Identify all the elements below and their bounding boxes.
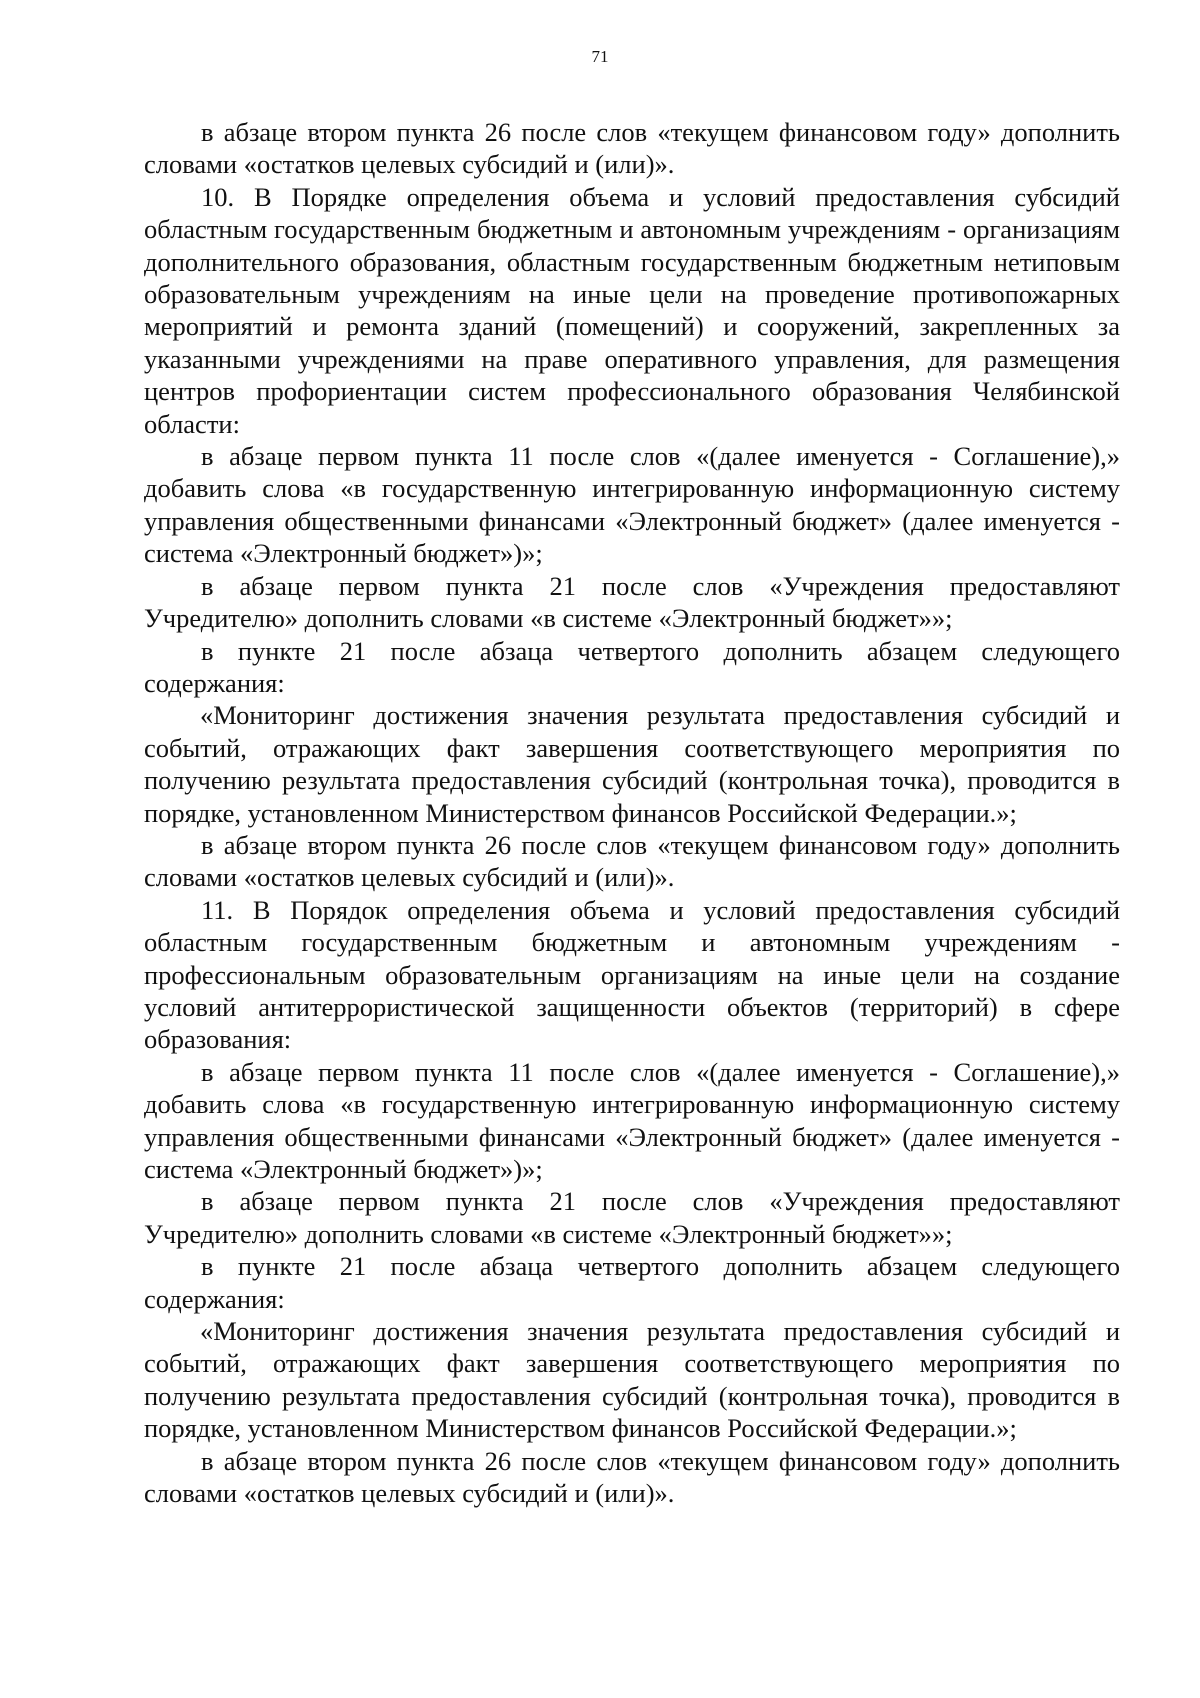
quoted-paragraph: «Мониторинг достижения значения результата предоставления субсидий и событий, отражающих факт завершения соответствующего мероприятия по получению результата предоставления субсидий (контрольная точка), проводится в порядке, установленном Министерством финансов Российской Федерации.»; [144,1316,1120,1444]
amendment-paragraph: в абзаце первом пункта 11 после слов «(далее именуется - Соглашение),» добавить слова «в государственную интегрированную информационную систему управления общественными финансами «Электронный бюджет» (далее именуется - система «Электронный бюджет»)»; [144,1056,1120,1184]
amendment-paragraph: в абзаце втором пункта 26 после слов «текущем финансовом году» дополнить словами «остатков целевых субсидий и (или)». [144,829,1120,893]
amendment-paragraph: в пункте 21 после абзаца четвертого дополнить абзацем следующего содержания: [144,635,1120,698]
amendment-paragraph: в пункте 21 после абзаца четвертого дополнить абзацем следующего содержания: [144,1251,1120,1314]
amendment-paragraph: в абзаце втором пункта 26 после слов «текущем финансовом году» дополнить словами «остатков целевых субсидий и (или)». [144,1445,1120,1509]
amendment-paragraph: в абзаце первом пункта 21 после слов «Учреждения предоставляют Учредителю» дополнить словами «в системе «Электронный бюджет»»; [144,1186,1120,1249]
amendment-paragraph: в абзаце первом пункта 21 после слов «Учреждения предоставляют Учредителю» дополнить словами «в системе «Электронный бюджет»»; [144,570,1120,634]
numbered-item-11: 11. В Порядок определения объема и условий предоставления субсидий областным государственным бюджетным и автономным учреждениям - профессиональным образовательным организациям на иные цели на создание условий антитеррористической защищенности объектов (территорий) в сфере образования: [144,894,1120,1055]
amendment-paragraph: в абзаце первом пункта 11 после слов «(далее именуется - Соглашение),» добавить слова «в государственную интегрированную информационную систему управления общественными финансами «Электронный бюджет» (далее именуется - система «Электронный бюджет»)»; [144,441,1120,569]
numbered-item-10: 10. В Порядке определения объема и условий предоставления субсидий областным государственным бюджетным и автономным учреждениям - организациям дополнительного образования, областным государственным бюджетным нетиповым образовательным учреждениям на иные цели на проведение противопожарных мероприятий и ремонта зданий (помещений) и сооружений, закрепленных за указанными учреждениями на праве оперативного управления, для размещения центров профориентации систем профессионального образования Челябинской области: [144,181,1120,439]
document-body [144,116,1120,1509]
amendment-paragraph: в абзаце втором пункта 26 после слов «текущем финансовом году» дополнить словами «остатков целевых субсидий и (или)». [144,117,1120,180]
quoted-paragraph: «Мониторинг достижения значения результата предоставления субсидий и событий, отражающих факт завершения соответствующего мероприятия по получению результата предоставления субсидий (контрольная точка), проводится в порядке, установленном Министерством финансов Российской Федерации.»; [144,700,1120,828]
page-number: 71 [591,47,609,66]
